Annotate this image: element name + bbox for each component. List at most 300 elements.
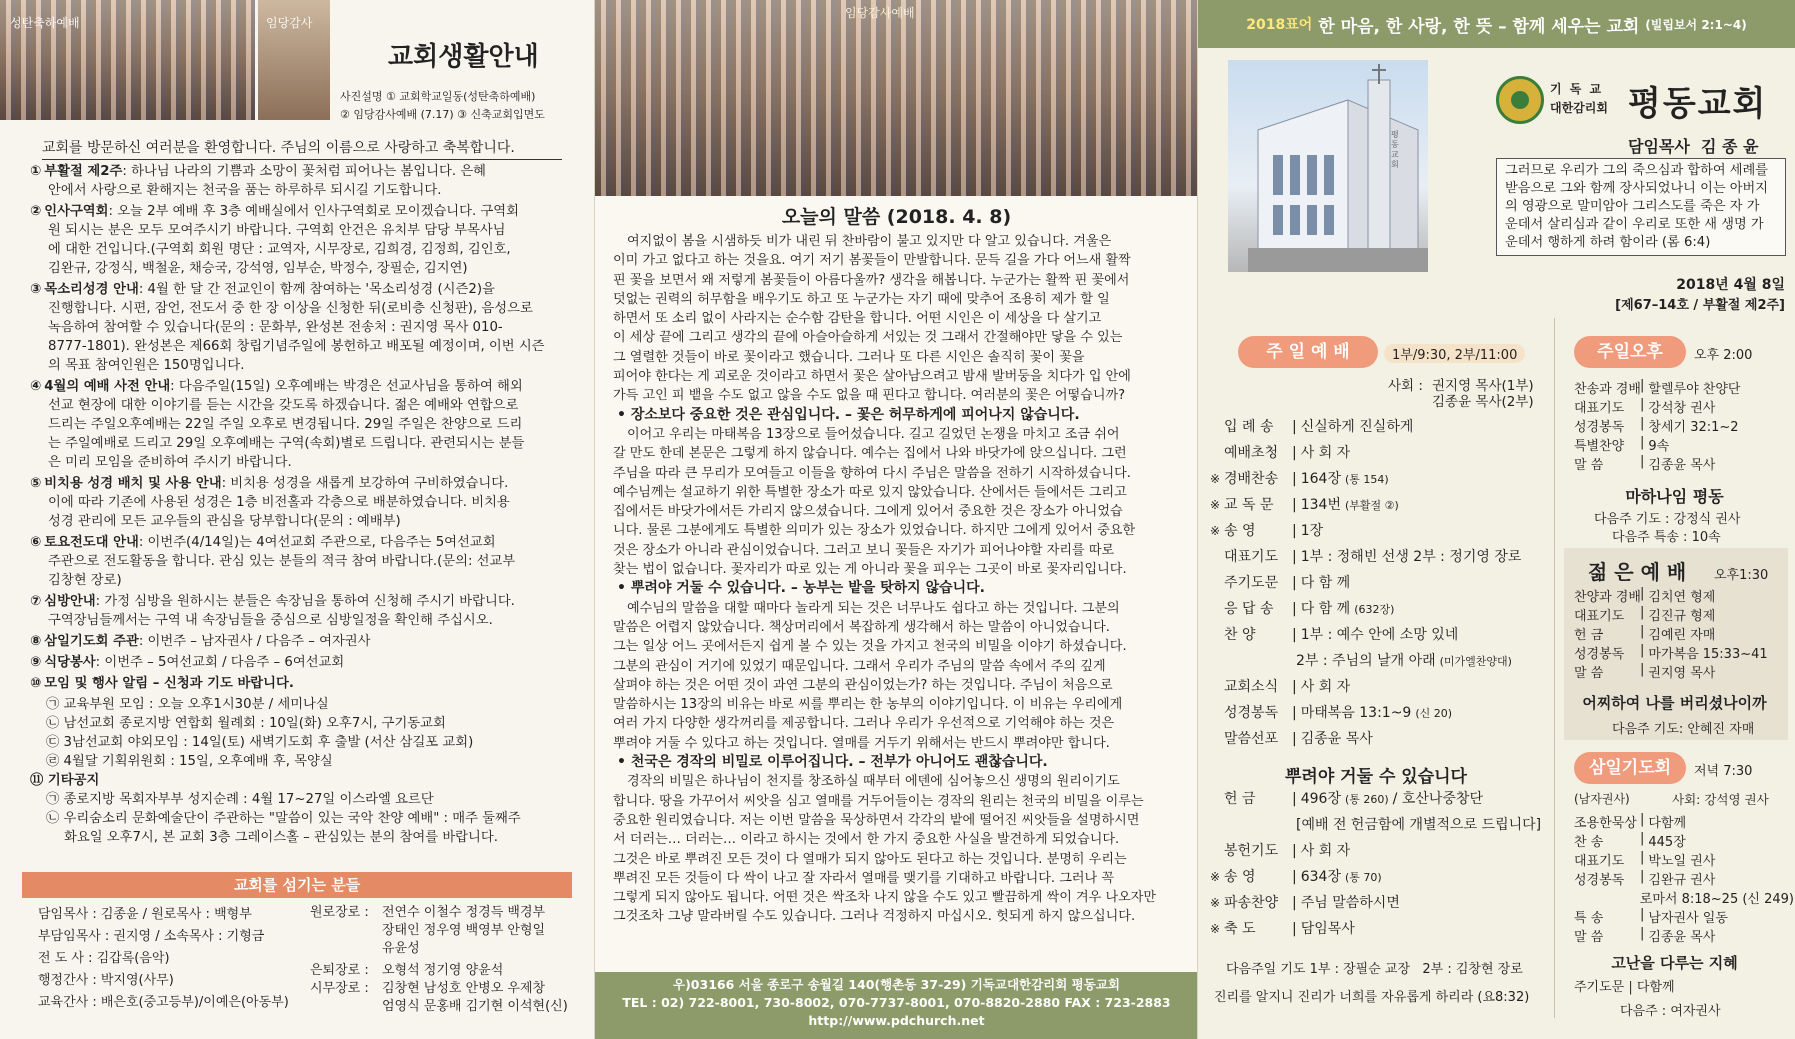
- worship-order-panel: [1198, 0, 1795, 1039]
- order-label: 봉헌기도: [1224, 843, 1279, 859]
- wednesday-service-header: 삼일기도회: [1574, 752, 1686, 784]
- motto-banner: [1198, 0, 1795, 48]
- notice-heading: 모임 및 행사 알림 – 신청과 기도 바랍니다.: [44, 676, 294, 691]
- notice-line: 선교 현장에 대한 이야기를 듣는 시간을 갖도록 하겠습니다. 젊은 예배와 연합으로: [48, 398, 519, 413]
- separator: |: [1640, 397, 1645, 412]
- scripture-verse-box: [1496, 158, 1786, 256]
- sermon-line: 집에서든 바닷가에서든 가리지 않으셨습니다. 그에게 있어서 중요한 것은 장소가 아니었습: [613, 504, 1123, 520]
- sermon-line: 말씀은 어렵지 않았습니다. 책상머리에서 복잡하게 생각해서 하는 말씀이 아니었습니다.: [613, 619, 1110, 635]
- order-row: [1574, 888, 1794, 907]
- separator: |: [1292, 921, 1297, 937]
- notice-number: ⑥: [30, 535, 42, 550]
- order-row: [1210, 494, 1550, 520]
- order-label: 송 영: [1224, 523, 1256, 539]
- sermon-body: [613, 232, 1185, 927]
- separator: |: [1640, 831, 1645, 846]
- separator: |: [1292, 627, 1297, 643]
- sunday-leader: 김종윤 목사(2부): [1432, 394, 1534, 410]
- order-row: [1574, 850, 1794, 869]
- footer-verse: 진리를 알지니 진리가 너희를 자유롭게 하리라 (요8:32): [1214, 990, 1530, 1005]
- notice-item: [30, 653, 578, 672]
- motto-ref: (빌립보서 2:1~4): [1645, 17, 1747, 32]
- wednesday-next: 다음주 : 여자권사: [1620, 1004, 1721, 1019]
- separator: |: [1640, 378, 1645, 393]
- order-value: 마태복음 13:1~9: [1300, 705, 1412, 721]
- meeting-item: ㉡ 남선교회 종로지방 연합회 월례회 : 10일(화) 오후7시, 구기동교회: [46, 716, 446, 731]
- order-note: (통 154): [1344, 473, 1389, 486]
- sermon-line: 이어고 우리는 마태복음 13장으로 들어섰습니다. 길고 길었던 논쟁을 마치고 조금 쉬어: [627, 426, 1120, 442]
- order-value: 445장: [1648, 835, 1686, 850]
- notice-item: [30, 377, 578, 472]
- order-value: 134번: [1300, 497, 1341, 513]
- notice-number: ④: [30, 379, 42, 394]
- verse-line: 받음으로 그와 함께 장사되었나니 이는 아버지: [1505, 181, 1769, 196]
- separator: |: [1292, 471, 1297, 487]
- photo-caption: ② 임당감사예배 (7.17) ③ 신축교회입면도: [340, 108, 545, 121]
- order-mark: ※: [1210, 896, 1221, 910]
- separator: |: [1640, 586, 1645, 601]
- notice-number: ②: [30, 204, 42, 219]
- order-label: 말 씀: [1574, 930, 1604, 945]
- notice-line: 의 목표 참여인원은 150명입니다.: [48, 358, 245, 373]
- order-label: 특 송: [1574, 911, 1604, 926]
- verse-line: 그러므로 우리가 그의 죽으심과 합하여 세례를: [1505, 163, 1769, 178]
- verse-line: 의 영광으로 말미암아 그리스도를 죽은 자 가: [1505, 199, 1760, 214]
- staff-names: 전연수 이철수 정경득 백경부: [382, 905, 546, 920]
- senior-pastor: 담임목사 김 종 윤: [1628, 137, 1759, 156]
- order-row: [1574, 435, 1794, 454]
- notice-line: [30, 377, 578, 396]
- notice-text: : 이번주 – 남자권사 / 다음주 – 여자권사: [138, 634, 371, 649]
- church-logo-icon: [1496, 76, 1544, 124]
- photo-caption: 사진설명 ① 교회학교일동(성탄축하예배): [340, 90, 536, 103]
- order-value: 김치연 형제: [1648, 590, 1716, 605]
- notice-number: ③: [30, 282, 42, 297]
- wednesday-sermon: 고난을 다루는 지혜: [1611, 954, 1738, 972]
- order-row: [1210, 676, 1550, 702]
- notice-line: 은 미리 모임을 준비하여 주시기 바랍니다.: [48, 455, 292, 470]
- sermon-title: 오늘의 말씀 (2018. 4. 8): [781, 206, 1012, 228]
- notice-text: : 4월 한 달 간 전교인이 함께 참여하는 '목소리성경 (시즌2)을: [138, 282, 495, 297]
- notice-heading: 4월의 예배 사전 안내: [44, 379, 171, 394]
- order-value: 다함께: [1636, 980, 1675, 995]
- separator: |: [1640, 662, 1645, 677]
- notice-text: : 이번주 – 5여선교회 / 다음주 – 6여선교회: [95, 655, 345, 670]
- sermon-line: 살펴야 하는 것은 어떤 것이 과연 그분의 관심이었는가? 하는 것입니다. 주님이 처음으로: [613, 677, 1113, 693]
- sermon-line: 그는 일상 어느 곳에서든지 쉽게 볼 수 있는 것을 가지고 천국의 비밀을 이야기 하셨습니다.: [613, 639, 1127, 655]
- separator: |: [1292, 869, 1297, 885]
- order-label: [1574, 888, 1632, 907]
- separator: |: [1292, 419, 1297, 435]
- notice-line: 화요일 오후7시, 본 교회 3층 그레이스홀 – 관심있는 분의 참여를 바랍니다.: [64, 830, 498, 845]
- separator: |: [1292, 575, 1297, 591]
- order-row: [1574, 907, 1794, 926]
- order-label: 응 답 송: [1224, 601, 1274, 617]
- order-row: [1210, 892, 1550, 918]
- verse-line: 운데서 행하게 하려 함이라 (롬 6:4): [1505, 235, 1711, 250]
- separator: |: [1640, 907, 1645, 922]
- notice-heading: 식당봉사: [44, 655, 96, 670]
- notice-list: [30, 162, 578, 847]
- notice-line: [30, 280, 578, 299]
- sermon-line: 뿌려야 거둘 수 있다고 하는 것입니다. 열매를 거두기 위해서는 반드시 뿌려야만 합니다.: [613, 735, 1110, 751]
- meeting-item: ㉣ 4월달 기획위원회 : 15일, 오후예배 후, 목양실: [46, 754, 333, 769]
- staff-label: 은퇴장로 :: [310, 963, 369, 978]
- wednesday-lords-prayer: 주기도문 | 다함께: [1574, 980, 1675, 995]
- order-value: 담임목사: [1300, 921, 1355, 937]
- order-mark: ※: [1210, 498, 1221, 512]
- notice-item: [30, 674, 578, 693]
- sermon-point: • 뿌려야 거둘 수 있습니다. – 농부는 밭을 탓하지 않습니다.: [617, 580, 985, 597]
- sermon-line: 여러 가지 다양한 생각꺼리를 제공합니다. 그러나 우리가 우선적으로 기억해야 하는 것은: [613, 716, 1115, 732]
- order-label: 성경봉독: [1574, 647, 1625, 662]
- separator: |: [1292, 497, 1297, 513]
- order-mark: ※: [1210, 524, 1221, 538]
- notice-item: [30, 162, 578, 200]
- notice-line: 김창현 장로): [48, 573, 122, 588]
- notice-number: ⑩: [30, 676, 42, 691]
- afternoon-service-time: 오후 2:00: [1694, 348, 1753, 363]
- order-value: [예배 전 헌금함에 개별적으로 드립니다]: [1296, 817, 1542, 833]
- order-label: 입 례 송: [1224, 419, 1274, 435]
- order-row: [1574, 454, 1794, 473]
- afternoon-order-list: [1574, 378, 1794, 473]
- welcome-text: 교회를 방문하신 여러분을 환영합니다. 주님의 이름으로 사랑하고 축복합니다.: [42, 137, 562, 160]
- order-row: [1210, 918, 1550, 944]
- wednesday-order-list: [1574, 812, 1794, 945]
- sermon-line: 예수님의 말씀을 대할 때마다 놀라게 되는 것은 너무나도 쉽다고 하는 것입니다. 그분의: [627, 600, 1120, 616]
- sermon-line: 서 더러는… 더러는… 이라고 하시는 것에서 한 가지 중요한 사실을 발견하게 되었습니다.: [613, 832, 1120, 848]
- sermon-line: 말씀하시는 13장의 비유는 바로 씨를 뿌리는 한 농부의 이야기입니다. 이 비유는 우리에게: [613, 697, 1123, 713]
- sermon-line: 니다. 물론 그분에게도 특별한 의미가 있는 장소가 있었습니다. 하지만 그에게 있어서 중요한: [613, 523, 1136, 539]
- order-row: [1574, 624, 1794, 643]
- staff-row: 행정간사 : 박지영(사무): [38, 973, 174, 988]
- order-value: 박노일 권사: [1648, 854, 1716, 869]
- staff-row: 부담임목사 : 권지영 / 소속목사 : 기형금: [38, 929, 265, 944]
- sermon-line: 여지없이 봄을 시샘하듯 비가 내린 뒤 찬바람이 불고 있지만 다 알고 있습니다. 겨울은: [627, 234, 1112, 249]
- notice-line: [30, 674, 578, 693]
- church-building-image: [1228, 60, 1428, 272]
- sermon-line: 덧없는 권력의 허무함을 배우기도 하고 또 누군가는 자기 때에 맞추어 조용히 제가 할 일: [613, 291, 1110, 307]
- order-label: 헌 금: [1224, 791, 1256, 807]
- order-value: 2부 : 주님의 날개 아래: [1296, 653, 1436, 669]
- order-value: 김종윤 목사: [1648, 458, 1716, 473]
- afternoon-next-prayer: 다음주 기도 : 강정식 권사: [1594, 512, 1741, 527]
- order-row: [1210, 598, 1550, 624]
- church-life-panel: [0, 0, 595, 1039]
- order-label: 경배찬송: [1224, 471, 1279, 487]
- next-sunday-prayer: 다음주일 기도 1부 : 장필순 교장 2부 : 김창현 장로: [1226, 962, 1523, 977]
- order-row: [1210, 814, 1550, 840]
- order-row: [1210, 866, 1550, 892]
- order-note: (632장): [1354, 603, 1395, 616]
- wednesday-service-time: 저녁 7:30: [1694, 764, 1753, 779]
- notice-heading: 삼일기도회 주관: [44, 634, 139, 649]
- order-row: [1574, 586, 1794, 605]
- notice-heading: 부활절 제2주: [44, 164, 123, 179]
- order-note: (통 260): [1344, 793, 1389, 806]
- notice-line: 이에 따라 기존에 사용된 성경은 1층 비전홀과 각층으로 배분하였습니다. 비치용: [48, 495, 510, 510]
- order-label: 교 독 문: [1224, 497, 1274, 513]
- order-value: 1장: [1300, 523, 1324, 539]
- order-value: 로마서 8:18~25 (신 249): [1639, 892, 1794, 907]
- order-value: 1부 : 예수 안에 소망 있네: [1300, 627, 1459, 643]
- notice-line: 성경 관리에 모든 교우들의 관심을 당부합니다(문의 : 예배부): [48, 514, 401, 529]
- sermon-line: 중요한 원리였습니다. 저는 이번 말씀을 묵상하면서 각각의 밭에 떨어진 씨앗들을 설명하시면: [613, 812, 1140, 828]
- sunday-leader: 권지영 목사(1부): [1432, 378, 1534, 394]
- order-label: 교회소식: [1224, 679, 1279, 695]
- order-label: 말 씀: [1574, 458, 1604, 473]
- sermon-line: 그것은 바로 뿌려진 모든 것이 다 열매가 되지 않아도 된다고 하는 것입니다. 분명히 우리는: [613, 851, 1127, 867]
- photo-text: 임당감사예배: [845, 6, 915, 20]
- notice-line: 구역장님들께서는 구역 내 속장님들을 중심으로 심방일정을 확인해 주십시오.: [48, 613, 493, 628]
- order-label: 성경봉독: [1574, 873, 1625, 888]
- denomination-1: 기 독 교: [1550, 82, 1604, 96]
- order-row: [1574, 831, 1794, 850]
- separator: |: [1640, 850, 1645, 865]
- notice-heading: 인사구역회: [44, 204, 109, 219]
- sermon-line: 그분의 관심이 거기에 있었기 때문입니다. 그래서 우리가 주님의 말씀 속에서 주의 깊게: [613, 658, 1106, 674]
- separator: |: [1292, 549, 1297, 565]
- sermon-line: 이미 가고 없다고 하는 것을요. 여기 저기 봄꽃들이 만발합니다. 문득 길을 가다 어느새 활짝: [613, 253, 1131, 269]
- separator: |: [1292, 843, 1297, 859]
- notice-line: [30, 653, 578, 672]
- order-row: [1210, 546, 1550, 572]
- staff-header: 교회를 섬기는 분들: [22, 872, 572, 898]
- order-row: [1210, 840, 1550, 866]
- order-label: 헌 금: [1574, 628, 1604, 643]
- sermon-line: 것은 장소가 아니라 관심이었습니다. 그러고 보니 꽃들은 자기가 피어나야할 자리를 따로: [613, 542, 1115, 558]
- separator: |: [1292, 791, 1297, 807]
- notice-text: : 비치용 성경을 새롭게 보강하여 구비하였습니다.: [221, 476, 509, 491]
- separator: |: [1640, 435, 1645, 450]
- notice-heading: 토요전도대 안내: [44, 535, 139, 550]
- notice-line: [30, 202, 578, 221]
- motto-text: 한 마음, 한 사랑, 한 뜻 – 함께 세우는 교회: [1318, 16, 1640, 37]
- order-value: 9속: [1648, 439, 1670, 454]
- bulletin-date: 2018년 4월 8일: [1676, 277, 1785, 293]
- notice-item: [30, 280, 578, 375]
- order-row: [1574, 378, 1794, 397]
- notice-line: 에 대한 건입니다.(구역회 회원 명단 : 교역자, 시무장로, 김희경, 김정희, 김인호,: [48, 242, 511, 257]
- order-label: 파송찬양: [1224, 895, 1279, 911]
- order-value: 김예린 자매: [1648, 628, 1716, 643]
- order-row: [1574, 869, 1794, 888]
- separator: |: [1640, 869, 1645, 884]
- notice-item: [30, 202, 578, 278]
- afternoon-service-header: 주일오후: [1574, 336, 1686, 368]
- order-label: 성경봉독: [1574, 420, 1625, 435]
- young-sermon: 어찌하여 나를 버리셨나이까: [1582, 694, 1767, 712]
- notice-number: ①: [30, 164, 42, 179]
- notice-line: ㉠ 종로지방 목회자부부 성지순례 : 4월 17~27일 이스라엘 요르단: [46, 792, 434, 807]
- notice-item: [30, 592, 578, 630]
- sermon-line: 가득 고인 피 뱉을 수도 없고 않을 수도 없을 때 핀다고 합니다. 여러분의 꽃은 어떻습니까?: [613, 388, 1126, 404]
- sermon-line: 그 열렬한 것들이 바로 꽃이라고 했습니다. 그러나 또 다른 시인은 솔직히 꽃이 꽃을: [613, 349, 1085, 365]
- order-value: 사 회 자: [1300, 445, 1351, 461]
- church-name: 평동교회: [1628, 84, 1768, 124]
- order-label: 말씀선포: [1224, 731, 1279, 747]
- staff-left-list: [38, 904, 298, 1014]
- sunday-order-list: [1210, 416, 1550, 756]
- separator: |: [1292, 523, 1297, 539]
- sermon-line: 예수님께는 설교하기 위한 특별한 장소가 따로 있지 않았습니다. 산에서든 들에서든 그리고: [613, 484, 1127, 500]
- notice-item: [30, 474, 578, 531]
- order-row: [1210, 416, 1550, 442]
- order-value: 할렐루야 찬양단: [1648, 382, 1741, 397]
- young-service-header: 젊 은 예 배: [1588, 560, 1687, 584]
- order-label: 대표기도: [1574, 854, 1625, 869]
- notice-line: 는 주일예배로 드리고 29일 오후예배는 구역(속회)별로 드립니다. 관련되시는 분들: [48, 436, 525, 451]
- order-row: [1574, 416, 1794, 435]
- notice-line: [30, 632, 578, 651]
- order-note: (통 70): [1344, 871, 1382, 884]
- sunday-service-time: 1부/9:30, 2부/11:00: [1384, 344, 1525, 363]
- notice-line: 주관으로 전도활동을 합니다. 관심 있는 분들의 적극 참여 바랍니다.(문의: 선교부: [48, 554, 516, 569]
- separator: |: [1640, 605, 1645, 620]
- sunday-service-header: 주 일 예 배: [1238, 336, 1378, 368]
- staff-names: 김창현 남성호 안병오 우제창: [382, 981, 546, 996]
- order-row: [1574, 812, 1794, 831]
- sermon-line: 그것조차 그냥 말라버릴 수도 있습니다. 그러나 걱정하지 마십시오. 헛되게 하지 않으십니다.: [613, 909, 1136, 925]
- order-note: (신 20): [1415, 707, 1453, 720]
- separator: |: [1640, 416, 1645, 431]
- notice-line: [30, 533, 578, 552]
- staff-names: 오형석 정기영 양윤석: [382, 963, 504, 978]
- notice-line: 안에서 사랑으로 환해지는 천국을 품는 하루하루 되시길 기도합니다.: [48, 183, 442, 198]
- order-label: 대표기도: [1574, 401, 1625, 416]
- sermon-line: 갈 만도 한데 본문은 그렇게 하지 않습니다. 예수는 집에서 나와 바닷가에 앉으십니다. 그런: [613, 446, 1127, 462]
- separator: |: [1640, 643, 1645, 658]
- notice-text: : 다음주일(15일) 오후예배는 박경은 선교사님을 통하여 해외: [170, 379, 523, 394]
- separator: |: [1292, 445, 1297, 461]
- order-row: [1210, 520, 1550, 546]
- order-label: 찬송과 경배: [1574, 382, 1641, 397]
- order-value: 164장: [1300, 471, 1341, 487]
- order-row: [1210, 442, 1550, 468]
- notice-heading: 심방안내: [44, 594, 96, 609]
- order-value: 사 회 자: [1300, 843, 1351, 859]
- photo-thanksgiving: [258, 0, 330, 120]
- order-note: (부활절 ②): [1344, 499, 1399, 512]
- order-value: 496장: [1300, 791, 1341, 807]
- column-divider: [1554, 318, 1555, 1018]
- website-link[interactable]: http://www.pdchurch.net: [808, 1013, 985, 1028]
- notice-number: ⑨: [30, 655, 42, 670]
- order-mark: ※: [1210, 922, 1221, 936]
- separator: |: [1640, 926, 1645, 941]
- sermon-point: • 장소보다 중요한 것은 관심입니다. – 꽃은 허무하게에 피어나지 않습니다.: [617, 406, 1080, 423]
- separator: |: [1640, 624, 1645, 639]
- sermon-line: 주님을 따라 큰 무리가 모여들고 이들을 향하여 다시 주님은 말씀을 전하기 시작하셨습니다.: [613, 465, 1131, 481]
- order-row: [1210, 624, 1550, 650]
- afternoon-next-special: 다음주 특송 : 10속: [1612, 530, 1721, 545]
- order-label: 대표기도: [1224, 549, 1279, 565]
- order-value: 다 함 께: [1300, 601, 1351, 617]
- notice-number: ⑤: [30, 476, 42, 491]
- separator: |: [1292, 705, 1297, 721]
- order-value: 남자권사 일동: [1648, 911, 1728, 926]
- wednesday-leader: 사회: 강석영 권사: [1672, 792, 1769, 807]
- separator: |: [1292, 731, 1297, 747]
- sermon-line: 하면서 또 소리 없이 사라지는 순수함 감탄을 합니다. 어떤 시인은 이 세상을 다 살기고: [613, 311, 1102, 327]
- phone-line: TEL : 02) 722-8001, 730-8002, 070-7737-8001, 070-8820-2880 FAX : 723-2883: [622, 995, 1171, 1010]
- notice-number: ⑧: [30, 634, 42, 649]
- order-row: [1210, 728, 1550, 754]
- order-row: [1210, 572, 1550, 598]
- notice-text: : 이번주(4/14일)는 4여선교회 주관으로, 다음주는 5여선교회: [138, 535, 496, 550]
- order-value: 김종윤 목사: [1300, 731, 1373, 747]
- order-row: [1210, 788, 1550, 814]
- notice-line: [30, 162, 578, 181]
- sermon-line: 이 세상 끝에 그리고 생각의 끝에 아슬아슬하게 서있는 것 그래서 간절해야만 닿을 수 있는: [613, 330, 1123, 346]
- order-label: 성경봉독: [1224, 705, 1279, 721]
- sermon-line: 피어야 한다는 게 괴로운 것이라고 하면서 꽃은 살아남으려고 밤새 발버둥을 치다가 입 안에: [613, 369, 1131, 385]
- address-line: 우)03166 서울 종로구 송월길 140(행촌동 37-29) 기독교대한감리회 평동교회: [673, 977, 1120, 992]
- bulletin-issue: [제67–14호 / 부활절 제2주]: [1615, 298, 1785, 313]
- order-label: 조용한묵상: [1574, 816, 1637, 831]
- notice-item: [30, 533, 578, 590]
- building-sign: 평동교회: [1391, 130, 1399, 169]
- church-address-footer: [595, 972, 1198, 1039]
- notice-line: 8777-1801). 완성본은 제66회 창립기념주일에 봉헌하고 배포될 예정이며, 이번 시즌: [48, 339, 545, 354]
- notice-line: 김완규, 강정식, 백철윤, 채승국, 강석영, 임부순, 박정수, 장필순, 김지연): [48, 261, 468, 276]
- verse-line: 운데서 살리심과 같이 우리로 또한 새 생명 가: [1505, 217, 1764, 232]
- order-value: 김종윤 목사: [1648, 930, 1716, 945]
- order-value: 마가복음 15:33~41: [1648, 647, 1768, 662]
- order-label: 주기도문: [1224, 575, 1279, 591]
- order-label: 찬 송: [1574, 835, 1604, 850]
- notice-line: 원 되시는 분은 모두 모여주시기 바랍니다. 구역회 안건은 유치부 담당 부목사님: [48, 223, 506, 238]
- separator: |: [1640, 812, 1645, 827]
- staff-names: 유윤성: [382, 941, 420, 956]
- notice-line: [30, 592, 578, 611]
- sermon-line: 합니다. 땅을 가꾸어서 씨앗을 심고 열매를 거두어들이는 경작의 원리는 천국의 비밀을 이루는: [613, 793, 1144, 809]
- order-value: 주님 말씀하시면: [1300, 895, 1400, 911]
- notice-item: [30, 632, 578, 651]
- notice-number: ⑦: [30, 594, 42, 609]
- notice-text: : 오늘 2부 예배 후 3층 예배실에서 인사구역회로 모이겠습니다. 구역회: [108, 204, 519, 219]
- photo-congregation: [595, 0, 1198, 196]
- order-value: 창세기 32:1~2: [1648, 420, 1739, 435]
- order-value: 다함께: [1648, 816, 1687, 831]
- young-order-list: [1574, 586, 1794, 681]
- photo-christmas-group: [0, 0, 255, 120]
- staff-right-list: [310, 904, 590, 1016]
- young-service-time: 오후1:30: [1714, 568, 1769, 583]
- order-label: 대표기도: [1574, 609, 1625, 624]
- staff-names: 장태인 정우영 백영부 안형일: [382, 923, 546, 938]
- order-row: [1210, 650, 1550, 676]
- separator: |: [1292, 679, 1297, 695]
- page-title: 교회생활안내: [388, 42, 539, 72]
- sermon-panel: [595, 0, 1198, 1039]
- young-next: 다음주 기도: 안혜진 자매: [1612, 722, 1755, 737]
- order-label: 찬 양: [1224, 627, 1256, 643]
- notice-line: 진행합니다. 시편, 잠언, 전도서 중 한 장 이상을 신청한 뒤(로비층 신청판), 음성으로: [48, 301, 533, 316]
- order-value: 김진규 형제: [1648, 609, 1716, 624]
- notice-text: : 하나님 나라의 기쁨과 소망이 꽃처럼 피어나는 봄입니다. 은혜: [122, 164, 487, 179]
- order-row: [1574, 926, 1794, 945]
- notice-line: ㉡ 우리숨소리 문화예술단이 주관하는 "말씀이 있는 국악 찬양 예배" : 매주 둘째주: [46, 811, 521, 826]
- order-value: 신실하게 진실하게: [1300, 419, 1414, 435]
- notice-line: 녹음하여 참여할 수 있습니다(문의 : 문화부, 완성본 전송처 : 권지영 목사 010-: [48, 320, 503, 335]
- order-value: 634장: [1300, 869, 1341, 885]
- photo-text: 성탄축하예배: [10, 16, 80, 30]
- sermon-line: 그렇게 되지 않아도 됩니다. 어떤 것은 싹조차 나지 않을 수도 있고 빨끔하게 싹이 겨우 나오자만: [613, 890, 1157, 906]
- separator: |: [1640, 454, 1645, 469]
- order-label: 말 씀: [1574, 666, 1604, 681]
